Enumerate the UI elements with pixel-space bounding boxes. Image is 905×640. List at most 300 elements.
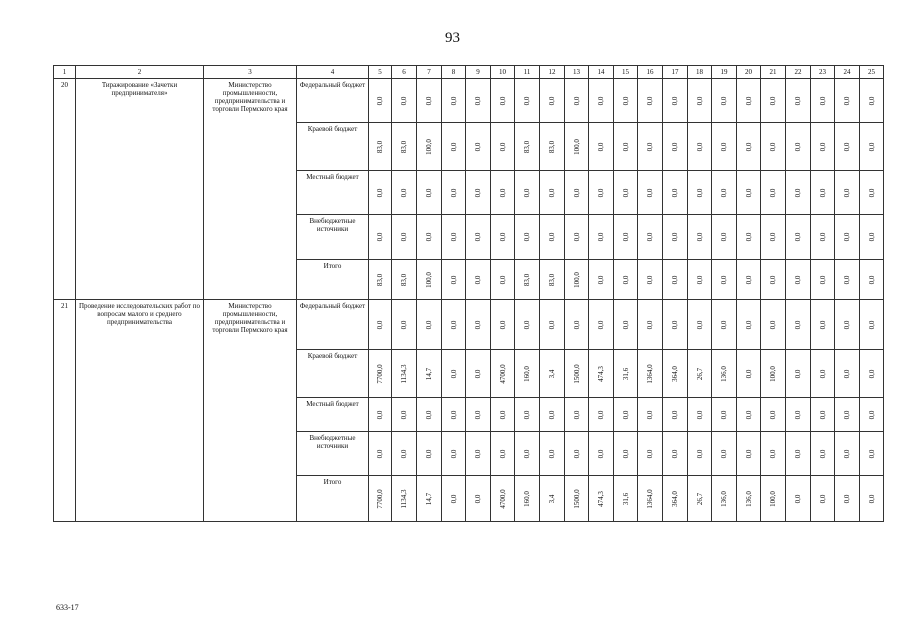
value-text: 0,0 — [597, 449, 605, 458]
value-text: 0,0 — [769, 142, 777, 151]
column-header: 19 — [712, 66, 737, 79]
value-text: 0,0 — [376, 96, 384, 105]
value-text: 364,0 — [671, 365, 679, 382]
value-cell — [712, 171, 737, 215]
value-cell — [712, 123, 737, 171]
value-text: 0,0 — [376, 449, 384, 458]
value-text: 31,6 — [621, 367, 630, 380]
value-cell — [442, 215, 466, 260]
value-cell — [860, 171, 884, 215]
value-text: 0,0 — [646, 410, 654, 419]
value-cell — [565, 300, 589, 350]
value-cell — [638, 171, 663, 215]
value-text: 0,0 — [744, 275, 753, 284]
value-cell — [515, 432, 540, 476]
value-cell — [811, 432, 835, 476]
value-text: 0,0 — [498, 275, 507, 284]
value-cell — [442, 476, 466, 522]
value-text: 0,0 — [572, 449, 581, 458]
value-cell — [614, 260, 638, 300]
value-cell — [442, 260, 466, 300]
value-text: 0,0 — [744, 410, 753, 419]
value-cell — [688, 171, 712, 215]
value-text: 0,0 — [425, 232, 433, 242]
column-header: 23 — [811, 66, 835, 79]
value-text: 83,0 — [400, 140, 408, 153]
value-cell — [491, 79, 515, 123]
value-text: 0,0 — [818, 494, 827, 503]
value-text: 14,7 — [425, 367, 433, 380]
value-text: 0,0 — [449, 232, 458, 242]
value-text: 26,7 — [695, 367, 704, 380]
value-cell — [761, 79, 786, 123]
value-cell — [737, 215, 761, 260]
value-text: 364,0 — [671, 490, 679, 507]
value-cell — [786, 476, 811, 522]
responsible-executor: Министерство промышленности, предпринимательства и торговли Пермского края — [204, 300, 297, 522]
value-cell — [565, 79, 589, 123]
value-cell — [835, 432, 860, 476]
value-text: 0,0 — [523, 449, 531, 458]
value-cell — [614, 476, 638, 522]
value-text: 1364,0 — [646, 363, 654, 384]
value-text: 0,0 — [425, 96, 433, 105]
value-cell — [835, 123, 860, 171]
value-cell — [860, 432, 884, 476]
value-cell — [860, 79, 884, 123]
value-text: 0,0 — [867, 96, 876, 105]
value-cell — [614, 171, 638, 215]
value-cell — [688, 432, 712, 476]
value-cell — [811, 476, 835, 522]
value-cell — [491, 171, 515, 215]
value-cell — [589, 123, 614, 171]
value-text: 0,0 — [769, 188, 777, 197]
value-text: 0,0 — [843, 232, 851, 242]
funding-source-label: Местный бюджет — [297, 398, 369, 432]
value-text: 0,0 — [572, 410, 581, 419]
column-header: 15 — [614, 66, 638, 79]
value-cell — [614, 79, 638, 123]
value-cell — [737, 350, 761, 398]
value-cell — [369, 260, 392, 300]
funding-source-label: Краевой бюджет — [297, 350, 369, 398]
value-cell — [466, 215, 491, 260]
value-cell — [663, 171, 688, 215]
column-header: 16 — [638, 66, 663, 79]
value-text: 0,0 — [498, 410, 507, 419]
value-text: 0,0 — [621, 275, 630, 284]
value-text: 83,0 — [523, 273, 531, 286]
value-cell — [589, 476, 614, 522]
value-text: 0,0 — [720, 142, 728, 151]
value-cell — [466, 398, 491, 432]
value-cell — [491, 260, 515, 300]
value-text: 0,0 — [646, 96, 654, 105]
value-cell — [712, 398, 737, 432]
value-cell — [589, 171, 614, 215]
value-text: 0,0 — [425, 449, 433, 458]
value-text: 0,0 — [646, 142, 654, 151]
value-text: 100,0 — [769, 365, 777, 382]
table-row — [54, 79, 884, 123]
value-cell — [835, 79, 860, 123]
value-text: 0,0 — [818, 275, 827, 284]
value-text: 83,0 — [523, 140, 531, 153]
value-text: 0,0 — [867, 188, 876, 197]
value-cell — [392, 215, 417, 260]
value-text: 0,0 — [867, 320, 876, 329]
value-cell — [737, 123, 761, 171]
column-header: 11 — [515, 66, 540, 79]
value-cell — [811, 350, 835, 398]
value-cell — [638, 398, 663, 432]
value-text: 100,0 — [572, 271, 581, 288]
value-text: 0,0 — [867, 369, 876, 378]
value-text: 0,0 — [695, 142, 704, 151]
value-cell — [589, 215, 614, 260]
value-cell — [737, 171, 761, 215]
funding-source-label: Внебюджетные источники — [297, 432, 369, 476]
value-text: 14,7 — [425, 492, 433, 505]
value-cell — [811, 79, 835, 123]
value-cell — [369, 432, 392, 476]
value-cell — [442, 300, 466, 350]
value-text: 474,3 — [597, 365, 605, 382]
value-text: 0,0 — [843, 275, 851, 284]
value-cell — [835, 476, 860, 522]
value-text: 136,0 — [720, 365, 728, 382]
value-cell — [688, 79, 712, 123]
value-text: 3,4 — [548, 369, 556, 378]
value-text: 0,0 — [720, 188, 728, 197]
funding-source-label: Итого — [297, 260, 369, 300]
value-cell — [786, 300, 811, 350]
header-row — [54, 66, 884, 79]
value-text: 0,0 — [498, 142, 507, 151]
value-cell — [860, 350, 884, 398]
value-cell — [392, 476, 417, 522]
value-text: 31,6 — [621, 492, 630, 505]
funding-source-label: Итого — [297, 476, 369, 522]
row-index: 21 — [54, 300, 76, 522]
value-cell — [392, 79, 417, 123]
value-cell — [565, 215, 589, 260]
value-cell — [392, 432, 417, 476]
value-cell — [515, 123, 540, 171]
value-text: 0,0 — [597, 275, 605, 284]
value-cell — [614, 215, 638, 260]
value-text: 0,0 — [425, 320, 433, 329]
value-cell — [663, 123, 688, 171]
value-text: 0,0 — [548, 96, 556, 105]
value-cell — [638, 476, 663, 522]
value-text: 0,0 — [400, 188, 408, 197]
value-cell — [761, 432, 786, 476]
value-cell — [515, 300, 540, 350]
value-cell — [392, 171, 417, 215]
value-cell — [761, 350, 786, 398]
value-cell — [688, 476, 712, 522]
value-text: 0,0 — [695, 275, 704, 284]
value-cell — [466, 260, 491, 300]
value-text: 0,0 — [449, 320, 458, 329]
value-cell — [589, 79, 614, 123]
value-cell — [712, 476, 737, 522]
page-number: 93 — [445, 30, 460, 46]
value-cell — [565, 171, 589, 215]
value-text: 0,0 — [474, 188, 482, 197]
value-cell — [811, 300, 835, 350]
funding-source-label: Федеральный бюджет — [297, 79, 369, 123]
value-text: 0,0 — [671, 96, 679, 105]
value-text: 0,0 — [572, 320, 581, 329]
value-cell — [737, 300, 761, 350]
value-text: 26,7 — [695, 492, 704, 505]
column-header: 17 — [663, 66, 688, 79]
value-cell — [737, 476, 761, 522]
value-text: 83,0 — [548, 273, 556, 286]
value-text: 0,0 — [548, 232, 556, 242]
value-text: 0,0 — [621, 449, 630, 458]
value-cell — [392, 350, 417, 398]
value-cell — [540, 215, 565, 260]
funding-source-label: Внебюджетные источники — [297, 215, 369, 260]
value-text: 0,0 — [671, 410, 679, 419]
value-text: 0,0 — [646, 275, 654, 284]
value-cell — [663, 398, 688, 432]
value-text: 0,0 — [695, 96, 704, 105]
column-header: 6 — [392, 66, 417, 79]
value-text: 0,0 — [744, 449, 753, 458]
value-text: 0,0 — [621, 142, 630, 151]
value-cell — [712, 350, 737, 398]
budget-table — [53, 65, 884, 522]
value-cell — [417, 350, 442, 398]
value-text: 0,0 — [474, 232, 482, 242]
value-cell — [786, 260, 811, 300]
value-cell — [589, 398, 614, 432]
value-cell — [466, 432, 491, 476]
value-text: 0,0 — [572, 232, 581, 242]
value-text: 0,0 — [474, 449, 482, 458]
value-text: 0,0 — [449, 449, 458, 458]
value-cell — [417, 432, 442, 476]
column-header: 21 — [761, 66, 786, 79]
value-cell — [417, 171, 442, 215]
value-cell — [369, 123, 392, 171]
value-cell — [392, 300, 417, 350]
value-cell — [417, 215, 442, 260]
value-text: 0,0 — [794, 96, 802, 105]
value-text: 0,0 — [744, 96, 753, 105]
value-text: 7700,0 — [376, 363, 384, 384]
column-header: 10 — [491, 66, 515, 79]
value-text: 4700,0 — [498, 488, 507, 509]
value-text: 0,0 — [597, 188, 605, 197]
value-text: 0,0 — [867, 410, 876, 419]
value-text: 1500,0 — [572, 363, 581, 384]
value-cell — [860, 123, 884, 171]
value-cell — [466, 350, 491, 398]
value-text: 0,0 — [794, 410, 802, 419]
value-cell — [392, 260, 417, 300]
value-text: 0,0 — [769, 449, 777, 458]
value-cell — [761, 171, 786, 215]
value-text: 0,0 — [720, 320, 728, 329]
value-text: 0,0 — [695, 232, 704, 242]
value-text: 0,0 — [523, 96, 531, 105]
column-header: 1 — [54, 66, 76, 79]
value-cell — [589, 300, 614, 350]
value-text: 0,0 — [449, 275, 458, 284]
column-header: 3 — [204, 66, 297, 79]
value-cell — [638, 215, 663, 260]
funding-source-label: Местный бюджет — [297, 171, 369, 215]
value-cell — [417, 79, 442, 123]
value-text: 100,0 — [769, 490, 777, 507]
value-text: 0,0 — [794, 320, 802, 329]
value-text: 0,0 — [818, 410, 827, 419]
column-header: 8 — [442, 66, 466, 79]
value-text: 83,0 — [400, 273, 408, 286]
value-text: 0,0 — [720, 96, 728, 105]
value-text: 0,0 — [769, 232, 777, 242]
value-text: 0,0 — [498, 96, 507, 105]
value-text: 0,0 — [867, 142, 876, 151]
value-text: 0,0 — [695, 188, 704, 197]
value-cell — [589, 350, 614, 398]
value-text: 0,0 — [769, 275, 777, 284]
value-text: 0,0 — [449, 410, 458, 419]
value-text: 0,0 — [621, 188, 630, 197]
column-header: 20 — [737, 66, 761, 79]
value-text: 0,0 — [843, 494, 851, 503]
value-text: 1134,3 — [400, 489, 408, 508]
value-cell — [811, 171, 835, 215]
value-text: 0,0 — [621, 410, 630, 419]
value-text: 0,0 — [548, 188, 556, 197]
value-text: 0,0 — [523, 320, 531, 329]
value-cell — [369, 171, 392, 215]
value-cell — [466, 79, 491, 123]
value-text: 0,0 — [818, 96, 827, 105]
value-cell — [663, 432, 688, 476]
value-cell — [688, 123, 712, 171]
value-text: 0,0 — [867, 494, 876, 503]
value-text: 0,0 — [720, 232, 728, 242]
value-cell — [540, 476, 565, 522]
column-header: 18 — [688, 66, 712, 79]
value-cell — [515, 350, 540, 398]
value-text: 0,0 — [769, 410, 777, 419]
value-text: 0,0 — [548, 320, 556, 329]
value-cell — [811, 260, 835, 300]
value-cell — [417, 260, 442, 300]
value-text: 0,0 — [818, 188, 827, 197]
value-cell — [761, 260, 786, 300]
value-text: 0,0 — [720, 410, 728, 419]
value-cell — [515, 398, 540, 432]
value-text: 0,0 — [376, 188, 384, 197]
value-cell — [712, 79, 737, 123]
value-cell — [614, 300, 638, 350]
value-text: 0,0 — [449, 188, 458, 197]
value-cell — [491, 350, 515, 398]
value-cell — [835, 215, 860, 260]
value-cell — [835, 260, 860, 300]
value-cell — [614, 432, 638, 476]
value-cell — [369, 79, 392, 123]
value-text: 0,0 — [474, 142, 482, 151]
value-cell — [860, 398, 884, 432]
value-cell — [663, 300, 688, 350]
value-text: 0,0 — [376, 232, 384, 242]
value-cell — [442, 398, 466, 432]
value-text: 0,0 — [744, 188, 753, 197]
value-text: 0,0 — [376, 410, 384, 419]
measure-name: Проведение исследовательских работ по вопросам малого и среднего предпринимательства — [76, 300, 204, 522]
value-cell — [712, 432, 737, 476]
value-cell — [392, 123, 417, 171]
value-text: 0,0 — [646, 232, 654, 242]
value-text: 0,0 — [818, 449, 827, 458]
value-cell — [638, 123, 663, 171]
column-header: 4 — [297, 66, 369, 79]
responsible-executor: Министерство промышленности, предпринимательства и торговли Пермского края — [204, 79, 297, 300]
value-cell — [761, 123, 786, 171]
value-text: 0,0 — [843, 369, 851, 378]
value-text: 0,0 — [843, 96, 851, 105]
value-cell — [417, 398, 442, 432]
value-cell — [540, 171, 565, 215]
column-header: 22 — [786, 66, 811, 79]
value-cell — [638, 350, 663, 398]
value-cell — [663, 215, 688, 260]
value-cell — [565, 398, 589, 432]
value-cell — [515, 171, 540, 215]
value-cell — [515, 260, 540, 300]
value-text: 83,0 — [376, 273, 384, 286]
value-cell — [369, 215, 392, 260]
value-cell — [442, 171, 466, 215]
value-cell — [392, 398, 417, 432]
value-text: 0,0 — [818, 232, 827, 242]
value-cell — [786, 171, 811, 215]
value-cell — [860, 215, 884, 260]
value-cell — [663, 476, 688, 522]
value-text: 0,0 — [843, 320, 851, 329]
value-text: 0,0 — [548, 410, 556, 419]
value-cell — [786, 215, 811, 260]
value-text: 0,0 — [794, 275, 802, 284]
column-header: 12 — [540, 66, 565, 79]
value-text: 136,0 — [720, 490, 728, 507]
value-text: 100,0 — [572, 138, 581, 155]
measure-name: Тиражирование «Зачетки предпринимателя» — [76, 79, 204, 300]
column-header: 24 — [835, 66, 860, 79]
value-cell — [688, 260, 712, 300]
value-text: 0,0 — [474, 96, 482, 105]
value-cell — [369, 398, 392, 432]
value-text: 100,0 — [425, 271, 433, 288]
value-text: 7700,0 — [376, 488, 384, 509]
value-cell — [515, 79, 540, 123]
value-text: 0,0 — [671, 449, 679, 458]
column-header: 7 — [417, 66, 442, 79]
value-cell — [614, 350, 638, 398]
value-cell — [442, 79, 466, 123]
